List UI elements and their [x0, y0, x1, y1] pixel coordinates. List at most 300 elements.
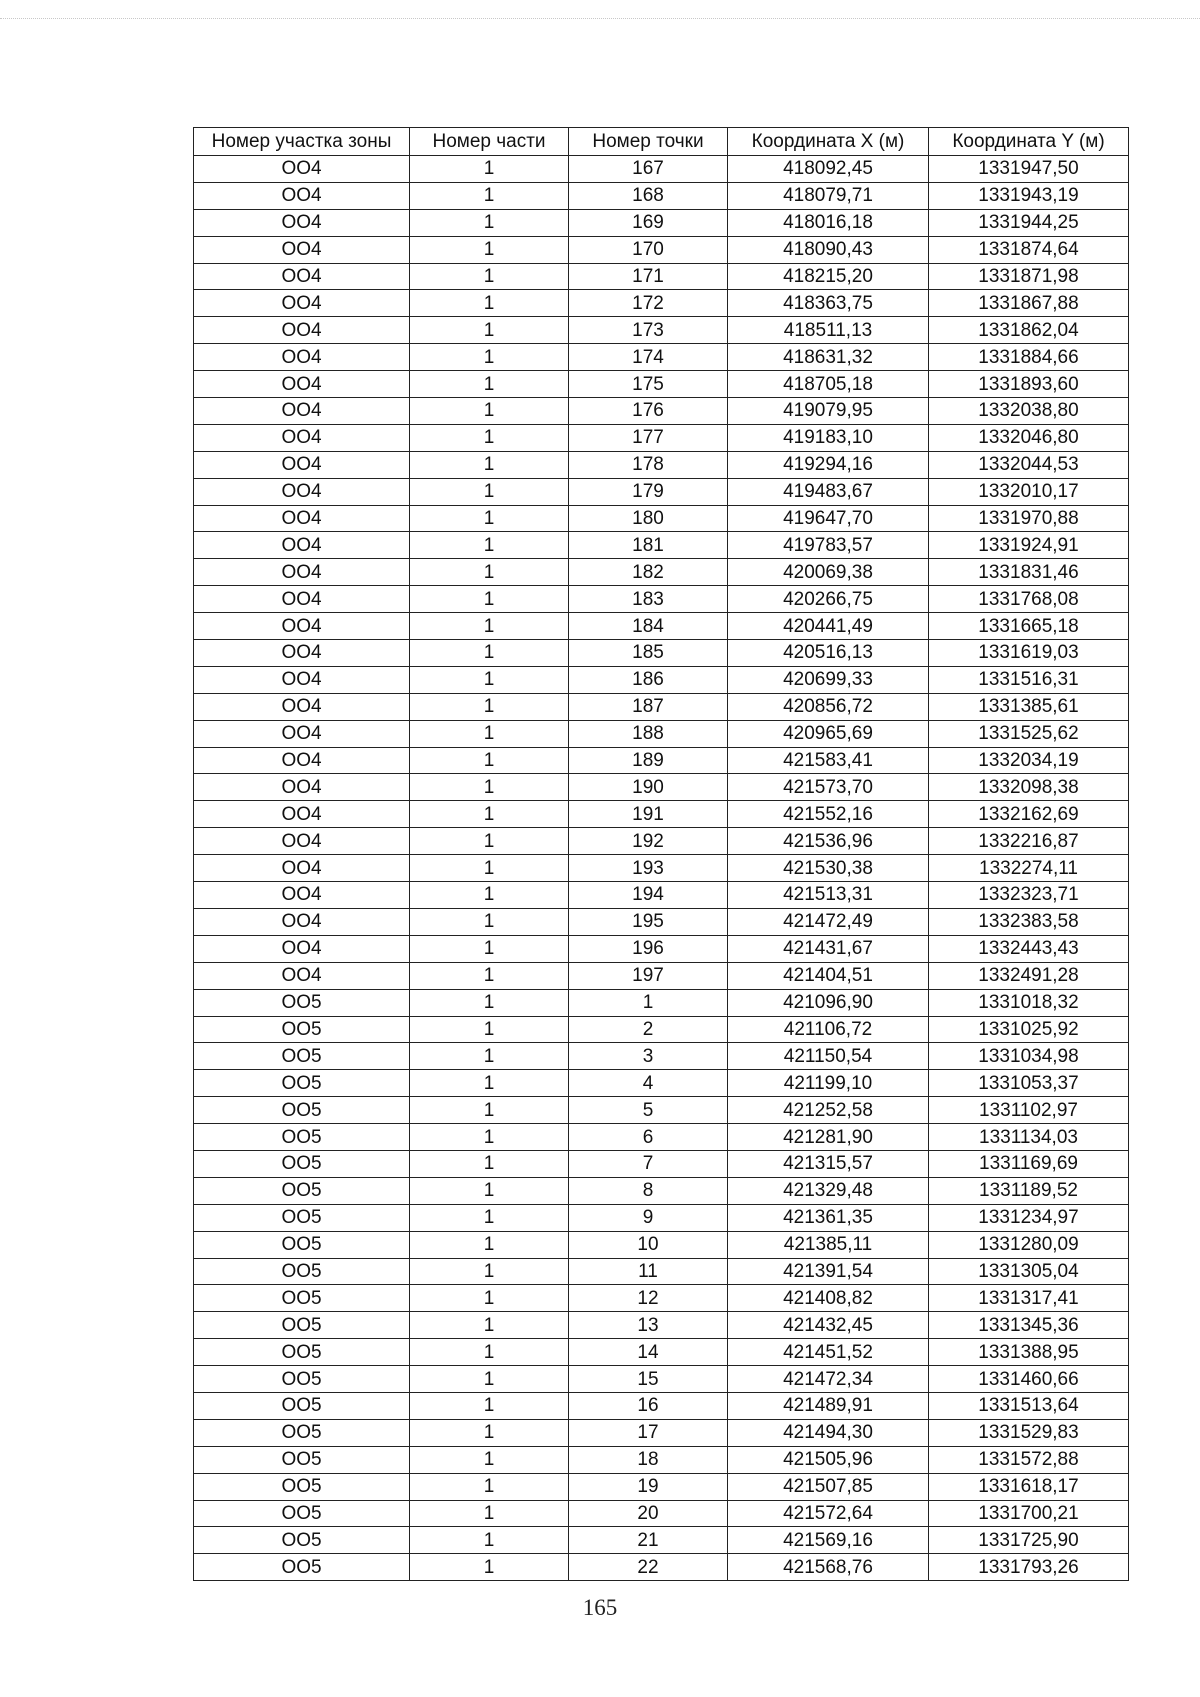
coordinate-y-cell: 1331619,03 — [929, 640, 1129, 667]
point-number-cell: 20 — [569, 1500, 728, 1527]
coordinate-x-cell: 421199,10 — [728, 1070, 929, 1097]
coordinate-x-cell: 421530,38 — [728, 855, 929, 882]
coordinate-y-cell: 1331831,46 — [929, 559, 1129, 586]
coordinate-y-cell: 1331944,25 — [929, 209, 1129, 236]
coordinate-x-cell: 421472,49 — [728, 908, 929, 935]
zone-section-cell: OO4 — [194, 693, 410, 720]
coordinate-y-cell: 1332491,28 — [929, 962, 1129, 989]
point-number-cell: 11 — [569, 1258, 728, 1285]
coordinate-x-cell: 418215,20 — [728, 263, 929, 290]
point-number-cell: 18 — [569, 1446, 728, 1473]
part-number-cell: 1 — [410, 1285, 569, 1312]
part-number-cell: 1 — [410, 613, 569, 640]
table-row — [194, 290, 1129, 317]
table-row — [194, 1177, 1129, 1204]
part-number-cell: 1 — [410, 1258, 569, 1285]
coordinate-x-cell: 419647,70 — [728, 505, 929, 532]
coordinate-x-cell: 421096,90 — [728, 989, 929, 1016]
coordinate-y-cell: 1331025,92 — [929, 1016, 1129, 1043]
point-number-cell: 168 — [569, 182, 728, 209]
zone-section-cell: OO4 — [194, 962, 410, 989]
coordinate-x-cell: 421432,45 — [728, 1312, 929, 1339]
coordinate-y-cell: 1331970,88 — [929, 505, 1129, 532]
header-coordinate-y: Координата Y (м) — [929, 128, 1129, 156]
table-row — [194, 908, 1129, 935]
table-row — [194, 1016, 1129, 1043]
point-number-cell: 2 — [569, 1016, 728, 1043]
part-number-cell: 1 — [410, 1070, 569, 1097]
coordinate-x-cell: 421329,48 — [728, 1177, 929, 1204]
part-number-cell: 1 — [410, 1043, 569, 1070]
coordinate-x-cell: 419183,10 — [728, 424, 929, 451]
part-number-cell: 1 — [410, 1016, 569, 1043]
zone-section-cell: OO5 — [194, 1258, 410, 1285]
coordinate-y-cell: 1332044,53 — [929, 451, 1129, 478]
point-number-cell: 19 — [569, 1473, 728, 1500]
coordinate-y-cell: 1331513,64 — [929, 1392, 1129, 1419]
point-number-cell: 192 — [569, 828, 728, 855]
coordinate-y-cell: 1331034,98 — [929, 1043, 1129, 1070]
coordinate-y-cell: 1331893,60 — [929, 371, 1129, 398]
table-row — [194, 1312, 1129, 1339]
table-row — [194, 693, 1129, 720]
header-row — [194, 128, 1129, 156]
zone-section-cell: OO4 — [194, 209, 410, 236]
coordinate-y-cell: 1331874,64 — [929, 236, 1129, 263]
coordinate-y-cell: 1331385,61 — [929, 693, 1129, 720]
zone-section-cell: OO4 — [194, 451, 410, 478]
part-number-cell: 1 — [410, 451, 569, 478]
coordinate-x-cell: 418090,43 — [728, 236, 929, 263]
part-number-cell: 1 — [410, 962, 569, 989]
coordinate-x-cell: 421472,34 — [728, 1366, 929, 1393]
table-row — [194, 828, 1129, 855]
part-number-cell: 1 — [410, 398, 569, 425]
part-number-cell: 1 — [410, 182, 569, 209]
table-row — [194, 1070, 1129, 1097]
zone-section-cell: OO5 — [194, 1527, 410, 1554]
coordinate-y-cell: 1331947,50 — [929, 156, 1129, 183]
zone-section-cell: OO5 — [194, 1419, 410, 1446]
coordinate-x-cell: 421583,41 — [728, 747, 929, 774]
zone-section-cell: OO5 — [194, 1204, 410, 1231]
point-number-cell: 167 — [569, 156, 728, 183]
part-number-cell: 1 — [410, 532, 569, 559]
part-number-cell: 1 — [410, 801, 569, 828]
table-row — [194, 317, 1129, 344]
table-row — [194, 505, 1129, 532]
page-number: 165 — [582, 1595, 618, 1620]
coordinate-x-cell: 418705,18 — [728, 371, 929, 398]
zone-section-cell: OO4 — [194, 720, 410, 747]
table-row — [194, 209, 1129, 236]
coordinate-x-cell: 418016,18 — [728, 209, 929, 236]
part-number-cell: 1 — [410, 989, 569, 1016]
point-number-cell: 178 — [569, 451, 728, 478]
point-number-cell: 183 — [569, 586, 728, 613]
zone-section-cell: OO4 — [194, 317, 410, 344]
coordinate-x-cell: 420441,49 — [728, 613, 929, 640]
zone-section-cell: OO4 — [194, 613, 410, 640]
coordinate-y-cell: 1332323,71 — [929, 882, 1129, 909]
part-number-cell: 1 — [410, 236, 569, 263]
part-number-cell: 1 — [410, 828, 569, 855]
point-number-cell: 197 — [569, 962, 728, 989]
zone-section-cell: OO5 — [194, 1339, 410, 1366]
table-row — [194, 559, 1129, 586]
coordinate-y-cell: 1331572,88 — [929, 1446, 1129, 1473]
coordinate-x-cell: 421281,90 — [728, 1124, 929, 1151]
table-row — [194, 1150, 1129, 1177]
coordinate-x-cell: 418079,71 — [728, 182, 929, 209]
coordinate-y-cell: 1332010,17 — [929, 478, 1129, 505]
coordinate-y-cell: 1332216,87 — [929, 828, 1129, 855]
coordinate-x-cell: 418363,75 — [728, 290, 929, 317]
coordinate-x-cell: 421513,31 — [728, 882, 929, 909]
coordinate-x-cell: 421573,70 — [728, 774, 929, 801]
zone-section-cell: OO4 — [194, 424, 410, 451]
zone-section-cell: OO4 — [194, 371, 410, 398]
part-number-cell: 1 — [410, 1312, 569, 1339]
point-number-cell: 194 — [569, 882, 728, 909]
zone-section-cell: OO4 — [194, 935, 410, 962]
coordinate-x-cell: 421572,64 — [728, 1500, 929, 1527]
coordinate-y-cell: 1331516,31 — [929, 666, 1129, 693]
zone-section-cell: OO4 — [194, 801, 410, 828]
point-number-cell: 21 — [569, 1527, 728, 1554]
part-number-cell: 1 — [410, 1124, 569, 1151]
part-number-cell: 1 — [410, 156, 569, 183]
part-number-cell: 1 — [410, 478, 569, 505]
point-number-cell: 193 — [569, 855, 728, 882]
part-number-cell: 1 — [410, 209, 569, 236]
part-number-cell: 1 — [410, 344, 569, 371]
table-row — [194, 263, 1129, 290]
coordinate-y-cell: 1331665,18 — [929, 613, 1129, 640]
table-row — [194, 424, 1129, 451]
table-row — [194, 666, 1129, 693]
coordinate-x-cell: 421404,51 — [728, 962, 929, 989]
coordinate-x-cell: 421507,85 — [728, 1473, 929, 1500]
zone-section-cell: OO5 — [194, 1016, 410, 1043]
point-number-cell: 1 — [569, 989, 728, 1016]
coordinate-y-cell: 1331768,08 — [929, 586, 1129, 613]
coordinate-x-cell: 421408,82 — [728, 1285, 929, 1312]
point-number-cell: 175 — [569, 371, 728, 398]
table-row — [194, 989, 1129, 1016]
zone-section-cell: OO4 — [194, 156, 410, 183]
table-row — [194, 855, 1129, 882]
part-number-cell: 1 — [410, 1527, 569, 1554]
coordinate-x-cell: 419294,16 — [728, 451, 929, 478]
part-number-cell: 1 — [410, 1177, 569, 1204]
zone-section-cell: OO5 — [194, 1070, 410, 1097]
table-row — [194, 1392, 1129, 1419]
part-number-cell: 1 — [410, 1554, 569, 1581]
table-row — [194, 774, 1129, 801]
coordinate-x-cell: 420965,69 — [728, 720, 929, 747]
coordinate-y-cell: 1331867,88 — [929, 290, 1129, 317]
coordinate-x-cell: 421536,96 — [728, 828, 929, 855]
zone-section-cell: OO4 — [194, 263, 410, 290]
coordinate-x-cell: 420516,13 — [728, 640, 929, 667]
coordinate-y-cell: 1331280,09 — [929, 1231, 1129, 1258]
zone-section-cell: OO4 — [194, 398, 410, 425]
coordinate-y-cell: 1331529,83 — [929, 1419, 1129, 1446]
coordinate-y-cell: 1332443,43 — [929, 935, 1129, 962]
header-zone-section-number: Номер участка зоны — [194, 128, 410, 156]
part-number-cell: 1 — [410, 935, 569, 962]
point-number-cell: 170 — [569, 236, 728, 263]
coordinate-x-cell: 421489,91 — [728, 1392, 929, 1419]
point-number-cell: 184 — [569, 613, 728, 640]
coordinate-x-cell: 419783,57 — [728, 532, 929, 559]
header-coordinate-x: Координата X (м) — [728, 128, 929, 156]
scan-edge-line — [0, 18, 1200, 19]
zone-section-cell: OO5 — [194, 1177, 410, 1204]
coordinate-x-cell: 421252,58 — [728, 1097, 929, 1124]
coordinate-x-cell: 421385,11 — [728, 1231, 929, 1258]
coordinate-y-cell: 1332162,69 — [929, 801, 1129, 828]
coordinate-y-cell: 1331388,95 — [929, 1339, 1129, 1366]
coordinate-y-cell: 1331345,36 — [929, 1312, 1129, 1339]
point-number-cell: 14 — [569, 1339, 728, 1366]
coordinate-y-cell: 1331618,17 — [929, 1473, 1129, 1500]
table-row — [194, 371, 1129, 398]
point-number-cell: 22 — [569, 1554, 728, 1581]
coordinate-x-cell: 418511,13 — [728, 317, 929, 344]
coordinate-y-cell: 1331793,26 — [929, 1554, 1129, 1581]
table-row — [194, 962, 1129, 989]
coordinate-x-cell: 421569,16 — [728, 1527, 929, 1554]
part-number-cell: 1 — [410, 774, 569, 801]
coordinate-y-cell: 1332274,11 — [929, 855, 1129, 882]
coordinate-y-cell: 1331700,21 — [929, 1500, 1129, 1527]
zone-section-cell: OO4 — [194, 182, 410, 209]
point-number-cell: 186 — [569, 666, 728, 693]
coordinate-x-cell: 420266,75 — [728, 586, 929, 613]
table-row — [194, 747, 1129, 774]
table-row — [194, 1097, 1129, 1124]
point-number-cell: 196 — [569, 935, 728, 962]
coordinate-x-cell: 421431,67 — [728, 935, 929, 962]
part-number-cell: 1 — [410, 882, 569, 909]
zone-section-cell: OO4 — [194, 532, 410, 559]
zone-section-cell: OO5 — [194, 1312, 410, 1339]
coordinate-y-cell: 1331018,32 — [929, 989, 1129, 1016]
zone-section-cell: OO5 — [194, 1446, 410, 1473]
point-number-cell: 7 — [569, 1150, 728, 1177]
zone-section-cell: OO4 — [194, 559, 410, 586]
point-number-cell: 4 — [569, 1070, 728, 1097]
coordinate-x-cell: 420069,38 — [728, 559, 929, 586]
coordinate-y-cell: 1332046,80 — [929, 424, 1129, 451]
zone-section-cell: OO5 — [194, 1150, 410, 1177]
table-row — [194, 613, 1129, 640]
part-number-cell: 1 — [410, 666, 569, 693]
zone-section-cell: OO4 — [194, 882, 410, 909]
coordinate-x-cell: 421505,96 — [728, 1446, 929, 1473]
part-number-cell: 1 — [410, 1446, 569, 1473]
table-row — [194, 1366, 1129, 1393]
table-row — [194, 236, 1129, 263]
header-point-number: Номер точки — [569, 128, 728, 156]
part-number-cell: 1 — [410, 1231, 569, 1258]
coordinate-y-cell: 1331943,19 — [929, 182, 1129, 209]
coordinate-x-cell: 418631,32 — [728, 344, 929, 371]
part-number-cell: 1 — [410, 1097, 569, 1124]
zone-section-cell: OO5 — [194, 1500, 410, 1527]
zone-section-cell: OO5 — [194, 1231, 410, 1258]
zone-section-cell: OO4 — [194, 855, 410, 882]
coordinate-x-cell: 421568,76 — [728, 1554, 929, 1581]
coordinate-x-cell: 421106,72 — [728, 1016, 929, 1043]
point-number-cell: 177 — [569, 424, 728, 451]
table-row — [194, 720, 1129, 747]
table-row — [194, 1527, 1129, 1554]
point-number-cell: 189 — [569, 747, 728, 774]
part-number-cell: 1 — [410, 290, 569, 317]
coordinate-x-cell: 421494,30 — [728, 1419, 929, 1446]
zone-section-cell: OO5 — [194, 1366, 410, 1393]
coordinate-y-cell: 1332098,38 — [929, 774, 1129, 801]
point-number-cell: 173 — [569, 317, 728, 344]
table-row — [194, 451, 1129, 478]
point-number-cell: 15 — [569, 1366, 728, 1393]
point-number-cell: 13 — [569, 1312, 728, 1339]
part-number-cell: 1 — [410, 559, 569, 586]
coordinate-y-cell: 1331924,91 — [929, 532, 1129, 559]
table-row — [194, 935, 1129, 962]
part-number-cell: 1 — [410, 720, 569, 747]
coordinate-y-cell: 1331169,69 — [929, 1150, 1129, 1177]
coordinates-table — [193, 127, 1129, 1581]
coordinate-y-cell: 1331460,66 — [929, 1366, 1129, 1393]
point-number-cell: 171 — [569, 263, 728, 290]
coordinate-y-cell: 1331317,41 — [929, 1285, 1129, 1312]
table-row — [194, 398, 1129, 425]
coordinate-y-cell: 1331871,98 — [929, 263, 1129, 290]
zone-section-cell: OO4 — [194, 774, 410, 801]
coordinate-y-cell: 1331305,04 — [929, 1258, 1129, 1285]
header-part-number: Номер части — [410, 128, 569, 156]
table-row — [194, 1285, 1129, 1312]
point-number-cell: 17 — [569, 1419, 728, 1446]
part-number-cell: 1 — [410, 1366, 569, 1393]
point-number-cell: 12 — [569, 1285, 728, 1312]
point-number-cell: 16 — [569, 1392, 728, 1419]
zone-section-cell: OO4 — [194, 290, 410, 317]
point-number-cell: 180 — [569, 505, 728, 532]
part-number-cell: 1 — [410, 505, 569, 532]
part-number-cell: 1 — [410, 1473, 569, 1500]
zone-section-cell: OO4 — [194, 747, 410, 774]
table-row — [194, 1258, 1129, 1285]
coordinate-x-cell: 421361,35 — [728, 1204, 929, 1231]
point-number-cell: 3 — [569, 1043, 728, 1070]
coordinate-x-cell: 421552,16 — [728, 801, 929, 828]
table-row — [194, 586, 1129, 613]
coordinate-y-cell: 1331234,97 — [929, 1204, 1129, 1231]
point-number-cell: 195 — [569, 908, 728, 935]
zone-section-cell: OO4 — [194, 908, 410, 935]
part-number-cell: 1 — [410, 263, 569, 290]
coordinate-y-cell: 1331884,66 — [929, 344, 1129, 371]
zone-section-cell: OO4 — [194, 344, 410, 371]
point-number-cell: 172 — [569, 290, 728, 317]
coordinate-x-cell: 418092,45 — [728, 156, 929, 183]
point-number-cell: 9 — [569, 1204, 728, 1231]
coordinate-y-cell: 1331053,37 — [929, 1070, 1129, 1097]
zone-section-cell: OO4 — [194, 505, 410, 532]
coordinate-x-cell: 421315,57 — [728, 1150, 929, 1177]
zone-section-cell: OO5 — [194, 1473, 410, 1500]
table-row — [194, 478, 1129, 505]
zone-section-cell: OO5 — [194, 1043, 410, 1070]
zone-section-cell: OO5 — [194, 1554, 410, 1581]
coordinate-x-cell: 420699,33 — [728, 666, 929, 693]
coordinate-y-cell: 1331725,90 — [929, 1527, 1129, 1554]
coordinate-x-cell: 421391,54 — [728, 1258, 929, 1285]
table-row — [194, 801, 1129, 828]
point-number-cell: 5 — [569, 1097, 728, 1124]
coordinate-y-cell: 1332034,19 — [929, 747, 1129, 774]
zone-section-cell: OO5 — [194, 1124, 410, 1151]
zone-section-cell: OO4 — [194, 828, 410, 855]
coordinate-y-cell: 1332038,80 — [929, 398, 1129, 425]
zone-section-cell: OO4 — [194, 640, 410, 667]
table-row — [194, 1124, 1129, 1151]
zone-section-cell: OO4 — [194, 236, 410, 263]
table-row — [194, 1473, 1129, 1500]
table-row — [194, 532, 1129, 559]
part-number-cell: 1 — [410, 1500, 569, 1527]
table-row — [194, 344, 1129, 371]
point-number-cell: 188 — [569, 720, 728, 747]
table-row — [194, 1043, 1129, 1070]
part-number-cell: 1 — [410, 317, 569, 344]
coordinate-x-cell: 419079,95 — [728, 398, 929, 425]
table-row — [194, 1231, 1129, 1258]
zone-section-cell: OO4 — [194, 586, 410, 613]
zone-section-cell: OO4 — [194, 478, 410, 505]
part-number-cell: 1 — [410, 1419, 569, 1446]
part-number-cell: 1 — [410, 424, 569, 451]
coordinate-y-cell: 1331102,97 — [929, 1097, 1129, 1124]
point-number-cell: 8 — [569, 1177, 728, 1204]
coordinate-x-cell: 420856,72 — [728, 693, 929, 720]
table-row — [194, 156, 1129, 183]
coordinate-x-cell: 419483,67 — [728, 478, 929, 505]
part-number-cell: 1 — [410, 586, 569, 613]
table-row — [194, 1446, 1129, 1473]
point-number-cell: 191 — [569, 801, 728, 828]
zone-section-cell: OO5 — [194, 1392, 410, 1419]
zone-section-cell: OO5 — [194, 1097, 410, 1124]
zone-section-cell: OO4 — [194, 666, 410, 693]
part-number-cell: 1 — [410, 1204, 569, 1231]
table-row — [194, 1204, 1129, 1231]
part-number-cell: 1 — [410, 908, 569, 935]
table-row — [194, 640, 1129, 667]
part-number-cell: 1 — [410, 640, 569, 667]
part-number-cell: 1 — [410, 371, 569, 398]
coordinate-x-cell: 421451,52 — [728, 1339, 929, 1366]
part-number-cell: 1 — [410, 1339, 569, 1366]
part-number-cell: 1 — [410, 1392, 569, 1419]
table-row — [194, 1419, 1129, 1446]
coordinate-y-cell: 1331862,04 — [929, 317, 1129, 344]
